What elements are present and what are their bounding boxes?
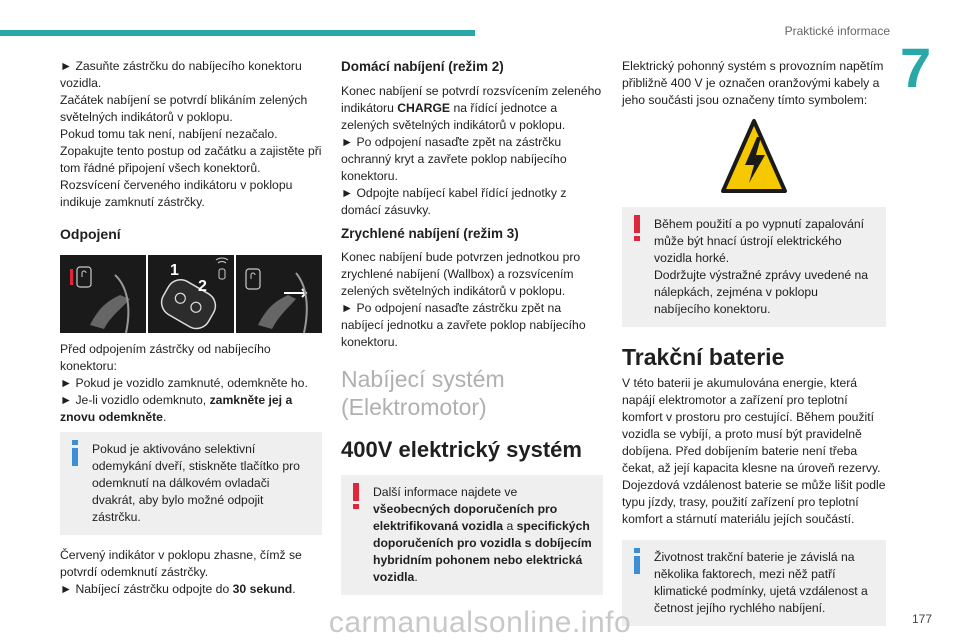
text-run: Konec nabíjení se potvrdí rozsvícením zeleného indikátoru <box>341 84 602 115</box>
remote-key-photo <box>148 255 236 333</box>
warning-icon <box>630 215 644 241</box>
info-note <box>60 432 322 535</box>
paragraph <box>60 581 322 598</box>
text-run: . <box>162 410 167 424</box>
bold-text: 30 sekund <box>232 582 293 596</box>
text-run: ► Je-li vozidlo odemknuto, <box>60 393 210 407</box>
paragraph: ► Pokud je vozidlo zamknuté, odemkněte ho. <box>60 376 308 390</box>
paragraph: V této baterii je akumulována energie, která napájí elektromotor a zařízení pro teplotní komfort v prostoru pro cestující. Během použití vozidla se vybíjí, a proto musí být pravidelně dobíjena. Před dobíjením baterie není třeba čekat, až její kapacita klesne na úroveň rezervy. Dojezdová vzdálenost baterie se může lišit podle typu jízdy, trasy, použití zařízení pro teplotní komfort a stárnutí materiálu jejích součástí. <box>622 376 886 526</box>
paragraph: ► Po odpojení nasaďte zástrčku zpět na nabíjecí jednotku a zavřete poklop nabíjecího konektoru. <box>341 301 586 349</box>
text-run: ► Nabíjecí zástrčku odpojte do <box>60 582 233 596</box>
info-icon <box>68 440 82 466</box>
paragraph: Rozsvícení červeného indikátoru v poklopu indikuje zamknutí zástrčky. <box>60 178 293 209</box>
warning-text: Dodržujte výstražné zprávy uvedené na nálepkách, zejména v poklopu nabíjecího konektoru. <box>654 268 869 316</box>
info-text: Životnost trakční baterie je závislá na několika faktorech, mezi něž patří klimatické podmínky, ujetá vzdálenost a četnost jejího rychlého nabíjení. <box>654 550 868 615</box>
paragraph: Elektrický pohonný systém s provozním napětím přibližně 400 V je označen oranžovými kabely a jeho součásti jsou označeny tímto symbolem: <box>622 59 884 107</box>
charging-port-photo <box>60 255 148 333</box>
paragraph <box>341 83 603 134</box>
high-voltage-icon <box>719 117 789 197</box>
bold-text: CHARGE <box>397 101 451 115</box>
paragraph: ► Po odpojení nasaďte zpět na zástrčku ochranný kryt a zavřete poklop nabíjecího konektoru. <box>341 135 567 183</box>
section-title: Nabíjecí systém (Elektromotor) <box>341 366 505 420</box>
step-label: 1 <box>170 262 179 279</box>
disconnect-illustration <box>60 255 322 333</box>
step-label: 2 <box>198 278 207 295</box>
paragraph: Začátek nabíjení se potvrdí blikáním zelených světelných indikátorů v poklopu. <box>60 93 308 124</box>
paragraph: ► Odpojte nabíjecí kabel řídící jednotky z domácí zásuvky. <box>341 186 567 217</box>
paragraph: Konec nabíjení bude potvrzen jednotkou pro zrychlené nabíjení (Wallbox) a rozsvícením zelených světelných indikátorů v poklopu. <box>341 250 581 298</box>
text-run: . <box>292 582 296 596</box>
warning-note <box>341 475 603 595</box>
watermark: carmanualsonline.info <box>328 606 632 639</box>
column-left <box>60 58 322 598</box>
chapter-number: 7 <box>900 36 932 99</box>
heading-home-charging: Domácí nabíjení (režim 2) <box>341 59 504 74</box>
bold-text: zamkněte jej a znovu odemkněte <box>60 393 293 424</box>
header-accent-bar <box>0 30 475 36</box>
charging-port-unlocked-photo <box>236 255 322 333</box>
page-number: 177 <box>912 612 933 626</box>
bold-text: všeobecných doporučeních pro elektrifikovaná vozidla <box>373 502 558 533</box>
paragraph: Pokud tomu tak není, nabíjení nezačalo. Zopakujte tento postup od začátku a zajistěte při tom řádné připojení všech konektorů. <box>60 127 322 175</box>
text-run: . <box>414 570 418 584</box>
warning-icon <box>349 483 363 509</box>
text-run: na řídící jednotce a zelených světelných indikátorů v poklopu. <box>341 101 566 132</box>
column-right <box>622 58 886 626</box>
heading-400v: 400V elektrický systém <box>341 437 582 462</box>
paragraph: ► Zasuňte zástrčku do nabíjecího konektoru vozidla. <box>60 59 302 90</box>
warning-text: Během použití a po vypnutí zapalování může být hnací ústrojí elektrického vozidla horké. <box>654 217 865 265</box>
paragraph: Před odpojením zástrčky od nabíjecího konektoru: <box>60 342 271 373</box>
bold-text: specifických doporučeních pro vozidla s dobíjecím hybridním pohonem nebo elektrická vozidla <box>373 519 592 584</box>
warning-text <box>351 484 593 586</box>
text-run: Další informace najdete ve <box>373 485 518 499</box>
running-header: Praktické informace <box>784 24 890 38</box>
heading-disconnect: Odpojení <box>60 226 121 242</box>
warning-note <box>622 207 886 327</box>
paragraph <box>60 392 322 426</box>
column-middle <box>341 58 603 595</box>
heading-traction-battery: Trakční baterie <box>622 344 785 370</box>
text-run: a <box>503 519 517 533</box>
info-icon <box>630 548 644 574</box>
paragraph: Červený indikátor v poklopu zhasne, čímž se potvrdí odemknutí zástrčky. <box>60 548 302 579</box>
info-text: Pokud je aktivováno selektivní odemykání dveří, stiskněte tlačítko pro odemknutí na dálkovém ovladači dvakrát, aby bylo možné odpojit zástrčku. <box>92 442 300 524</box>
heading-fast-charging: Zrychlené nabíjení (režim 3) <box>341 226 519 241</box>
